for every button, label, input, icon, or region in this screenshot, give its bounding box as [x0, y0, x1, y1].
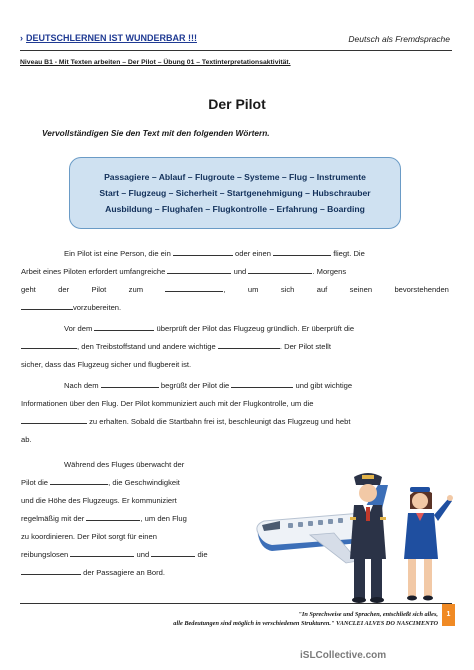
text-span: um: [247, 285, 259, 294]
text-span: und: [233, 267, 247, 276]
blank-field[interactable]: [21, 301, 73, 310]
text-span: reibungslosen: [21, 550, 69, 559]
text-span: geht: [21, 285, 36, 294]
text-line: ab.: [21, 435, 32, 444]
text-span: und gibt wichtige: [295, 381, 353, 390]
text-span: Nach dem: [64, 381, 99, 390]
language-label: Deutsch als Fremdsprache: [348, 34, 450, 44]
text-span: , den Treibstoffstand und andere wichtige: [77, 342, 216, 351]
text-span: zum: [128, 285, 144, 294]
text-span: begrüßt der Pilot die: [160, 381, 230, 390]
text-span: vorzubereiten.: [73, 303, 122, 312]
blank-field[interactable]: [218, 340, 280, 349]
text-span: Pilot: [91, 285, 107, 294]
text-line: Während des Fluges überwacht der: [64, 460, 185, 469]
text-line: [21, 281, 449, 299]
footer-divider: [20, 603, 452, 604]
text-span: . Der Pilot stellt: [279, 342, 331, 351]
pilot-illustration: [250, 455, 455, 605]
word-bank-row: Ausbildung – Flughafen – Flugkontrolle – Erfahrung – Boarding: [105, 204, 365, 214]
flight-attendant-figure: [404, 487, 453, 601]
word-bank-box: [69, 157, 401, 229]
header-divider: [20, 50, 452, 51]
text-span: ,: [223, 285, 226, 294]
blank-field[interactable]: [94, 322, 154, 331]
blank-field[interactable]: [21, 415, 87, 424]
text-line: [21, 338, 331, 356]
quote-line: "In Sprechweise und Sprachen, entschließt sich alles,: [298, 611, 438, 618]
text-span: auf: [316, 285, 328, 294]
text-line: sicher, dass das Flugzeug sicher und flugbereit ist.: [21, 360, 192, 369]
text-line: [21, 510, 187, 528]
blank-field[interactable]: [21, 566, 81, 575]
page-title: Der Pilot: [208, 96, 266, 112]
text-span: die: [197, 550, 208, 559]
text-line: [21, 263, 346, 281]
blank-field[interactable]: [86, 512, 140, 521]
text-line: Informationen über den Flug. Der Pilot kommuniziert auch mit der Flugkontrolle, um die: [21, 399, 314, 408]
text-line: und die Höhe des Flugzeugs. Er kommuniziert: [21, 496, 177, 505]
text-span: und: [136, 550, 150, 559]
text-line: [21, 546, 208, 564]
text-span: Vor dem: [64, 324, 93, 333]
text-span: zu erhalten. Sobald die Startbahn frei ist, beschleunigt das Flugzeug und hebt: [89, 417, 351, 426]
text-span: seinen: [349, 285, 373, 294]
text-span: fliegt. Die: [333, 249, 365, 258]
text-line: [64, 377, 352, 395]
text-span: oder einen: [235, 249, 271, 258]
blank-field[interactable]: [70, 548, 134, 557]
text-span: , die Geschwindigkeit: [108, 478, 180, 487]
text-span: Arbeit eines Piloten erfordert umfangreiche: [21, 267, 166, 276]
text-line: [64, 320, 354, 338]
blank-field[interactable]: [101, 379, 159, 388]
word-bank-row: Start – Flugzeug – Sicherheit – Startgenehmigung – Hubschrauber: [99, 188, 371, 198]
page-number-badge: 1: [442, 604, 455, 626]
blank-field[interactable]: [165, 283, 226, 294]
level-line: Niveau B1 - Mit Texten arbeiten – Der Pilot – Übung 01 – Textinterpretationsaktivität.: [20, 59, 291, 66]
blank-field[interactable]: [167, 265, 231, 274]
blank-field[interactable]: [173, 247, 233, 256]
text-span: Ein Pilot ist eine Person, die ein: [64, 249, 171, 258]
text-span: der Passagiere an Bord.: [83, 568, 166, 577]
text-span: sich: [280, 285, 295, 294]
text-span: Pilot die: [21, 478, 49, 487]
text-span: der: [58, 285, 70, 294]
instruction-text: Vervollständigen Sie den Text mit den folgenden Wörtern.: [42, 128, 270, 138]
blank-field[interactable]: [151, 548, 195, 557]
text-line: [21, 413, 350, 431]
text-span: . Morgens: [312, 267, 347, 276]
blank-field[interactable]: [231, 379, 293, 388]
blank-field[interactable]: [50, 476, 108, 485]
word-bank-row: Passagiere – Ablauf – Flugroute – Systeme – Flug – Instrumente: [104, 172, 366, 182]
blank-field[interactable]: [273, 247, 331, 256]
text-span: überprüft der Pilot das Flugzeug gründlich. Er überprüft die: [156, 324, 355, 333]
text-line: zu koordinieren. Der Pilot sorgt für einen: [21, 532, 157, 541]
text-span: , um den Flug: [140, 514, 187, 523]
quote-line: alle Bedeutungen sind möglich in verschiedenen Strukturen." VANCLEI ALVES DO NASCIMENTO: [173, 620, 438, 627]
brand-title: [20, 33, 197, 43]
text-line: [21, 474, 180, 492]
text-span: regelmäßig mit der: [21, 514, 85, 523]
chevron-right-icon: ›: [20, 33, 23, 43]
text-line: [64, 245, 365, 263]
blank-field[interactable]: [21, 340, 77, 349]
blank-field[interactable]: [248, 265, 312, 274]
footer-quote: [125, 610, 438, 628]
watermark: iSLCollective.com: [300, 650, 387, 661]
brand-text: DEUTSCHLERNEN IST WUNDERBAR !!!: [26, 33, 197, 43]
text-span: bevorstehenden: [394, 285, 449, 294]
text-line: [21, 299, 121, 317]
text-line: [21, 564, 165, 582]
